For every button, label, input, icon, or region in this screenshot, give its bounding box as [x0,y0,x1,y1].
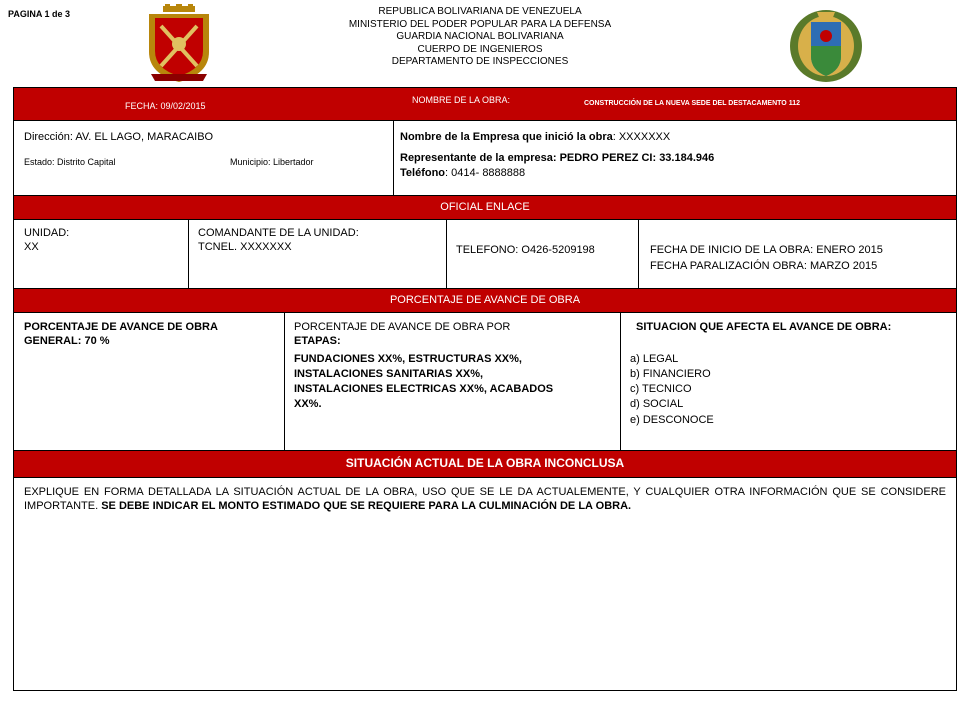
header-line: REPUBLICA BOLIVARIANA DE VENEZUELA [378,6,582,17]
comandante-value: TCNEL. XXXXXXX [198,241,292,253]
avance-etapas-line: XX%. [294,398,322,410]
situacion-item: e) DESCONOCE [630,414,714,426]
municipio-text: Municipio: Libertador [230,157,314,167]
porcentaje-band [14,288,956,313]
telefono-label: Teléfono [400,167,446,179]
situacion-item: b) FINANCIERO [630,368,711,380]
right-crest-emblem [787,6,865,84]
situacion-actual-band [14,450,956,478]
fecha-label: FECHA: 09/02/2015 [125,101,206,111]
nombre-obra-value: CONSTRUCCIÓN DE LA NUEVA SEDE DEL DESTACAMENTO 112 [584,100,800,107]
explique-text [24,485,946,513]
telefono-line [400,167,525,180]
inspection-form [13,87,957,691]
empresa-label: Nombre de la Empresa que inició la obra [400,131,613,143]
oficial-enlace-title: OFICIAL ENLACE [440,201,530,213]
header-line: MINISTERIO DEL PODER POPULAR PARA LA DEFENSA [348,18,612,30]
nombre-obra-label: NOMBRE DE LA OBRA: [412,95,511,105]
avance-etapas-line: PORCENTAJE DE AVANCE DE OBRA POR [294,321,511,333]
situacion-actual-title: SITUACIÓN ACTUAL DE LA OBRA INCONCLUSA [345,456,625,470]
avance-general-line: GENERAL: 70 % [24,335,110,347]
estado-text: Estado: Distrito Capital [24,157,116,167]
avance-etapas-line: FUNDACIONES XX%, ESTRUCTURAS XX%, [294,353,522,365]
situacion-item: d) SOCIAL [630,398,684,410]
header-line: DEPARTAMENTO DE INSPECCIONES [391,56,569,67]
avance-etapas-line: ETAPAS: [294,335,341,347]
explique-bold: SE DEBE INDICAR EL MONTO ESTIMADO QUE SE REQUIERE PARA LA CULMINACIÓN DE LA OBRA. [101,500,632,512]
left-crest-emblem [143,4,215,84]
unidad-label: UNIDAD: [24,227,70,239]
fecha-inicio: FECHA DE INICIO DE LA OBRA: ENERO 2015 [650,244,883,256]
situacion-item: a) LEGAL [630,353,679,365]
unidad-value: XX [24,241,39,253]
header-line: GUARDIA NACIONAL BOLIVARIANA [396,31,564,42]
fecha-paralizacion: FECHA PARALIZACIÓN OBRA: MARZO 2015 [650,260,878,272]
explique-normal: EXPLIQUE EN FORMA DETALLADA LA SITUACIÓN ACTUAL DE LA OBRA, USO QUE SE LE DA ACTUALEMENTE, Y CUALQUIER OTRA INFORMACIÓN QUE SE CONSIDERE IMPORTANTE. [24,486,946,512]
avance-etapas-line: INSTALACIONES ELECTRICAS XX%, ACABADOS [294,383,554,395]
porcentaje-title: PORCENTAJE DE AVANCE DE OBRA [389,294,581,306]
avance-general-line: PORCENTAJE DE AVANCE DE OBRA [24,321,218,333]
situacion-afecta-title: SITUACION QUE AFECTA EL AVANCE DE OBRA: [636,321,892,333]
page-indicator: PAGINA 1 de 3 [8,9,71,19]
comandante-label: COMANDANTE DE LA UNIDAD: [198,227,359,239]
direccion-text: Dirección: AV. EL LAGO, MARACAIBO [24,131,214,143]
header-band [14,87,956,121]
avance-etapas-line: INSTALACIONES SANITARIAS XX%, [294,368,484,380]
representante-text: Representante de la empresa: PEDRO PEREZ CI: 33.184.946 [400,152,715,164]
institution-header [260,6,700,69]
empresa-value: : XXXXXXX [612,131,671,143]
header-line: CUERPO DE INGENIEROS [417,43,543,55]
oficial-telefono: TELEFONO: O426-5209198 [456,244,595,256]
empresa-line [400,131,670,144]
oficial-enlace-band [14,195,956,220]
telefono-value: : 0414- 8888888 [445,167,526,179]
situacion-item: c) TECNICO [630,383,692,395]
